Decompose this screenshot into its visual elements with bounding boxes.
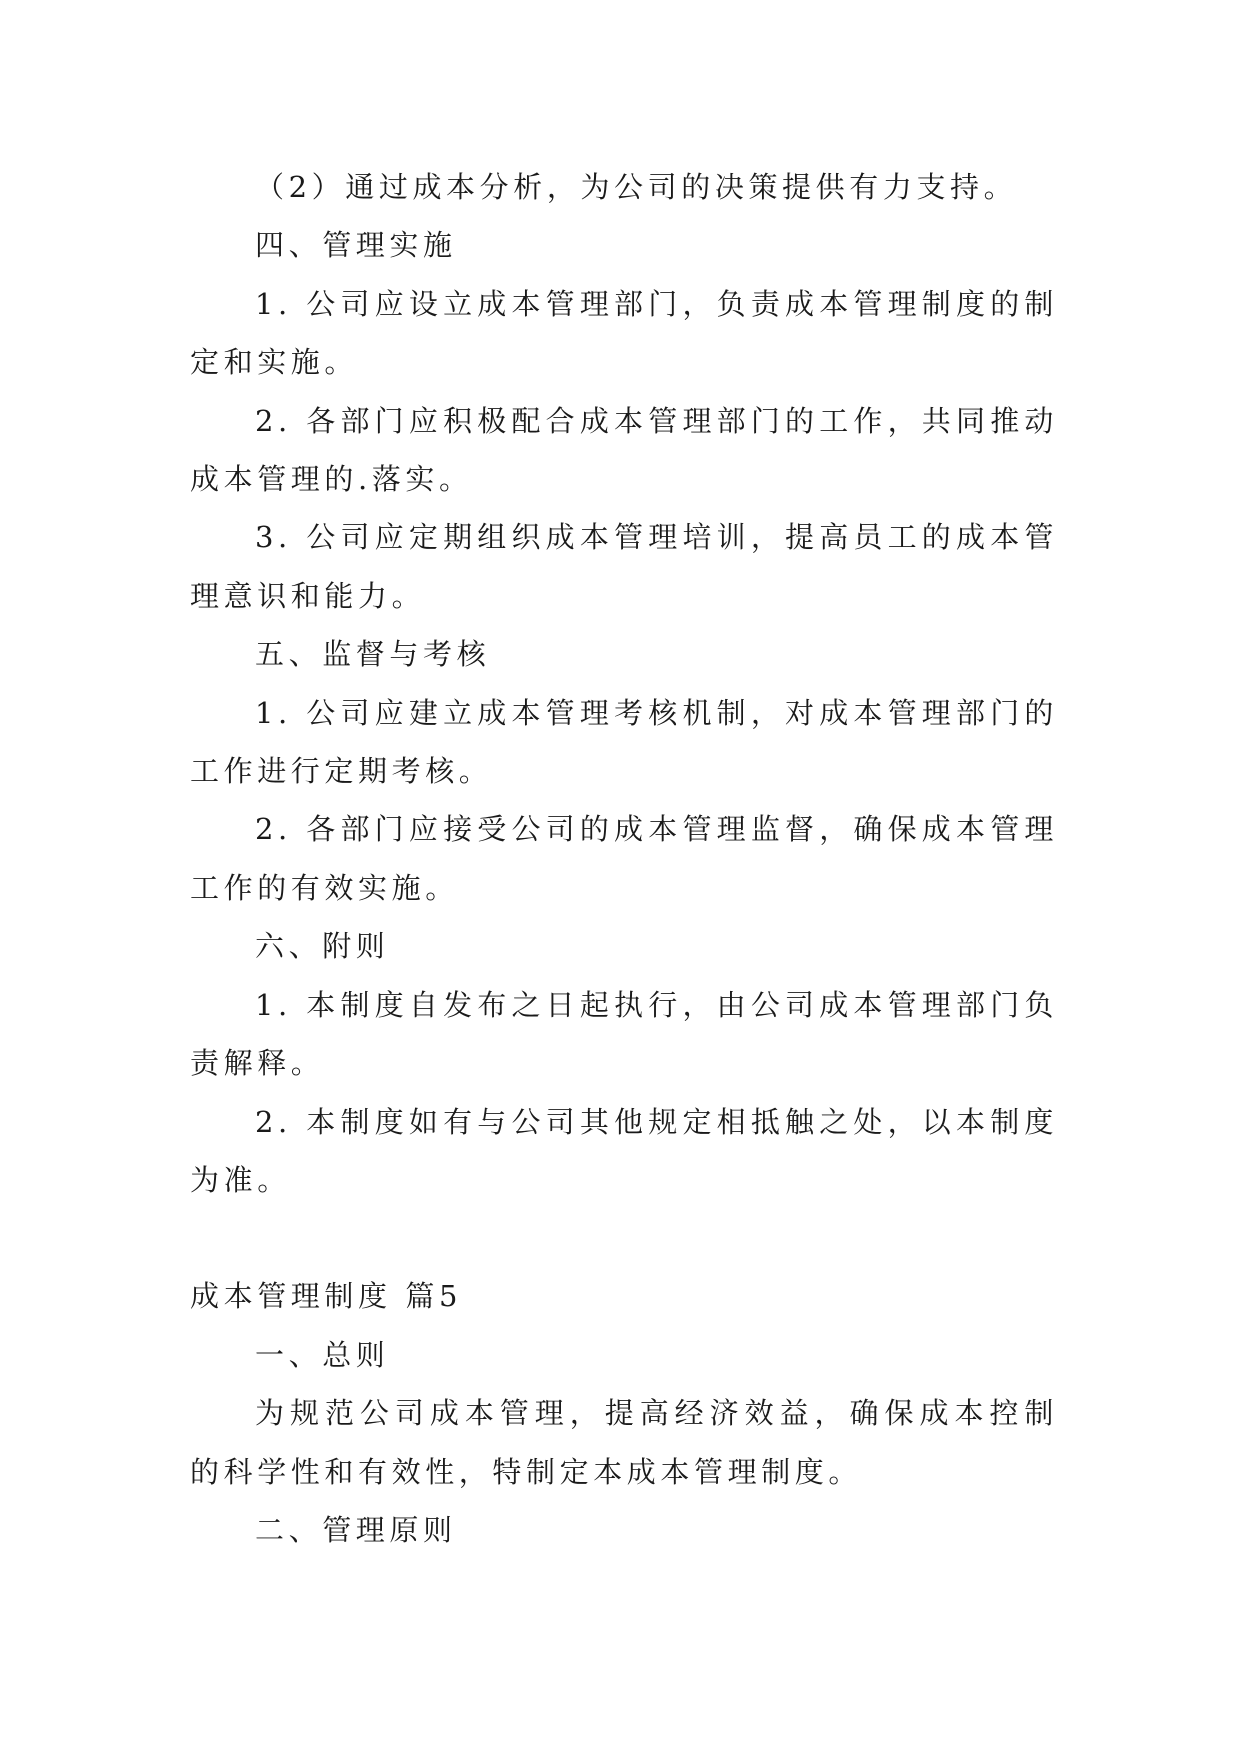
section-heading: 六、附则	[255, 929, 390, 964]
paragraph: 1. 公司应设立成本管理部门，负责成本管理制度的制定和实施。	[190, 286, 1058, 380]
section-heading: 一、总则	[255, 1337, 390, 1372]
section-heading: 五、监督与考核	[255, 637, 491, 672]
paragraph: 为规范公司成本管理，提高经济效益，确保成本控制的科学性和有效性，特制定本成本管理制度。	[190, 1396, 1058, 1489]
paragraph: 1. 本制度自发布之日起执行，由公司成本管理部门负责解释。	[190, 987, 1058, 1081]
article-title: 成本管理制度 篇5	[190, 1279, 463, 1314]
paragraph: 2. 各部门应接受公司的成本管理监督，确保成本管理工作的有效实施。	[190, 812, 1058, 905]
paragraph: 3. 公司应定期组织成本管理培训，提高员工的成本管理意识和能力。	[190, 520, 1058, 613]
paragraph: 2. 本制度如有与公司其他规定相抵触之处，以本制度为准。	[190, 1104, 1058, 1197]
paragraph: 2. 各部门应积极配合成本管理部门的工作，共同推动成本管理的.落实。	[190, 403, 1058, 497]
document-body	[190, 158, 1058, 1559]
paragraph: （2）通过成本分析，为公司的决策提供有力支持。	[255, 170, 1018, 204]
section-heading: 二、管理原则	[255, 1512, 457, 1547]
section-heading: 四、管理实施	[255, 228, 457, 263]
paragraph: 1. 公司应建立成本管理考核机制，对成本管理部门的工作进行定期考核。	[190, 695, 1058, 789]
